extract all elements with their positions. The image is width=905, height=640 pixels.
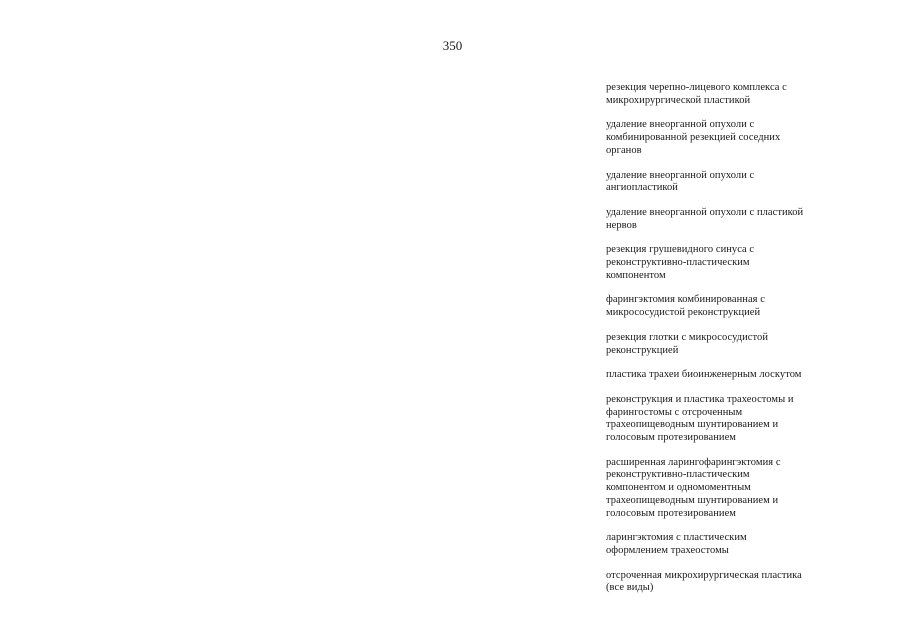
entry-line: удаление внеорганной опухоли с [606, 169, 755, 181]
entry-line: комбинированной резекцией соседних [606, 132, 781, 144]
procedure-list [606, 82, 816, 607]
entry-line: реконструкция и пластика трахеостомы и [606, 393, 794, 405]
list-item [606, 457, 816, 521]
entry-line: оформлением трахеостомы [606, 544, 729, 556]
list-item [606, 394, 816, 445]
entry-line: пластика трахеи биоинженерным лоскутом [606, 369, 802, 381]
entry-line: ларингэктомия с пластическим [606, 532, 747, 544]
list-item [606, 244, 816, 282]
entry-line: органов [606, 144, 642, 156]
entry-line: реконструктивно-пластическим [606, 469, 750, 481]
entry-line: ангиопластикой [606, 182, 678, 194]
entry-line: удаление внеорганной опухоли с пластикой [606, 206, 804, 218]
entry-line: реконструкцией [606, 344, 679, 356]
list-item [606, 570, 816, 595]
list-item [606, 332, 816, 357]
entry-line: фарингостомы с отсроченным [606, 406, 743, 418]
list-item [606, 207, 816, 232]
entry-line: нервов [606, 219, 637, 231]
entry-line: компонентом [606, 269, 666, 281]
entry-line: резекция грушевидного синуса с [606, 244, 755, 256]
entry-line: резекция черепно-лицевого комплекса с [606, 82, 787, 93]
list-item [606, 532, 816, 557]
entry-line: удаление внеорганной опухоли с [606, 119, 755, 131]
entry-line: резекция глотки с микрососудистой [606, 331, 768, 343]
entry-line: микрохирургической пластикой [606, 94, 751, 106]
entry-line: голосовым протезированием [606, 432, 736, 444]
list-item [606, 369, 816, 382]
entry-line: отсроченная микрохирургическая пластика [606, 569, 802, 581]
entry-line: голосовым протезированием [606, 507, 736, 519]
entry-line: микрососудистой реконструкцией [606, 307, 761, 319]
page-number: 350 [442, 38, 463, 53]
list-item [606, 82, 816, 107]
list-item [606, 170, 816, 195]
entry-line: реконструктивно-пластическим [606, 257, 750, 269]
list-item [606, 119, 816, 157]
list-item [606, 294, 816, 319]
entry-line: расширенная ларингофарингэктомия с [606, 456, 781, 468]
entry-line: (все виды) [606, 582, 654, 594]
entry-line: компонентом и одномоментным [606, 482, 751, 494]
entry-line: трахеопищеводным шунтированием и [606, 494, 779, 506]
entry-line: фарингэктомия комбинированная с [606, 294, 765, 306]
entry-line: трахеопищеводным шунтированием и [606, 419, 779, 431]
